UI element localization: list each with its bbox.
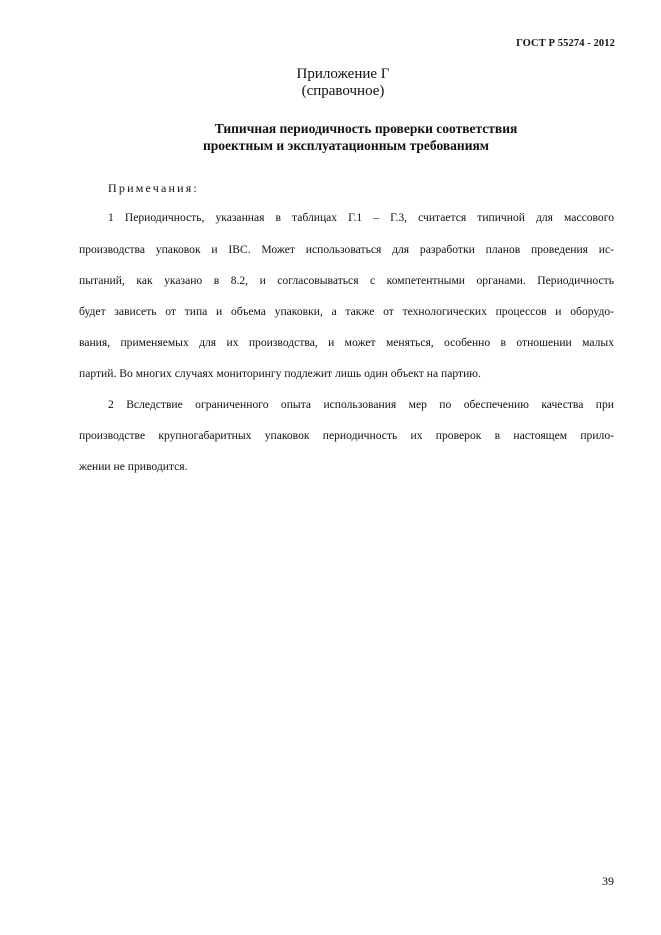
note1-line: производства упаковок и IBC. Может использоваться для разработки планов проведения ис- bbox=[79, 243, 614, 256]
standard-code: ГОСТ Р 55274 - 2012 bbox=[516, 38, 615, 49]
note2-line: производстве крупногабаритных упаковок периодичность их проверок в настоящем прило- bbox=[79, 429, 614, 442]
section-heading-line-1: Типичная периодичность проверки соответствия bbox=[214, 121, 518, 136]
note1-line: вания, применяемых для их производства, и может меняться, особенно в отношении малых bbox=[79, 336, 614, 349]
note1-line: будет зависеть от типа и объема упаковки, а также от технологических процессов и оборудо- bbox=[79, 305, 614, 318]
appendix-subtitle: (справочное) bbox=[301, 83, 385, 99]
appendix-title: Приложение Г bbox=[296, 66, 390, 82]
page-number: 39 bbox=[602, 874, 614, 888]
note1-line: партий. Во многих случаях мониторингу подлежит лишь один объект на партию. bbox=[79, 367, 481, 380]
note2-line: 2 Вследствие ограниченного опыта использования мер по обеспечению качества при bbox=[108, 398, 614, 411]
note1-line: пытаний, как указано в 8.2, и согласовываться с компетентными органами. Периодичность bbox=[79, 274, 614, 287]
section-heading-line-2: проектным и эксплуатационным требованиям bbox=[203, 138, 489, 153]
note2-line: жении не приводится. bbox=[79, 460, 188, 473]
note1-line: 1 Периодичность, указанная в таблицах Г.1 – Г.3, считается типичной для массового bbox=[108, 211, 614, 224]
notes-label: Примечания: bbox=[108, 181, 199, 195]
